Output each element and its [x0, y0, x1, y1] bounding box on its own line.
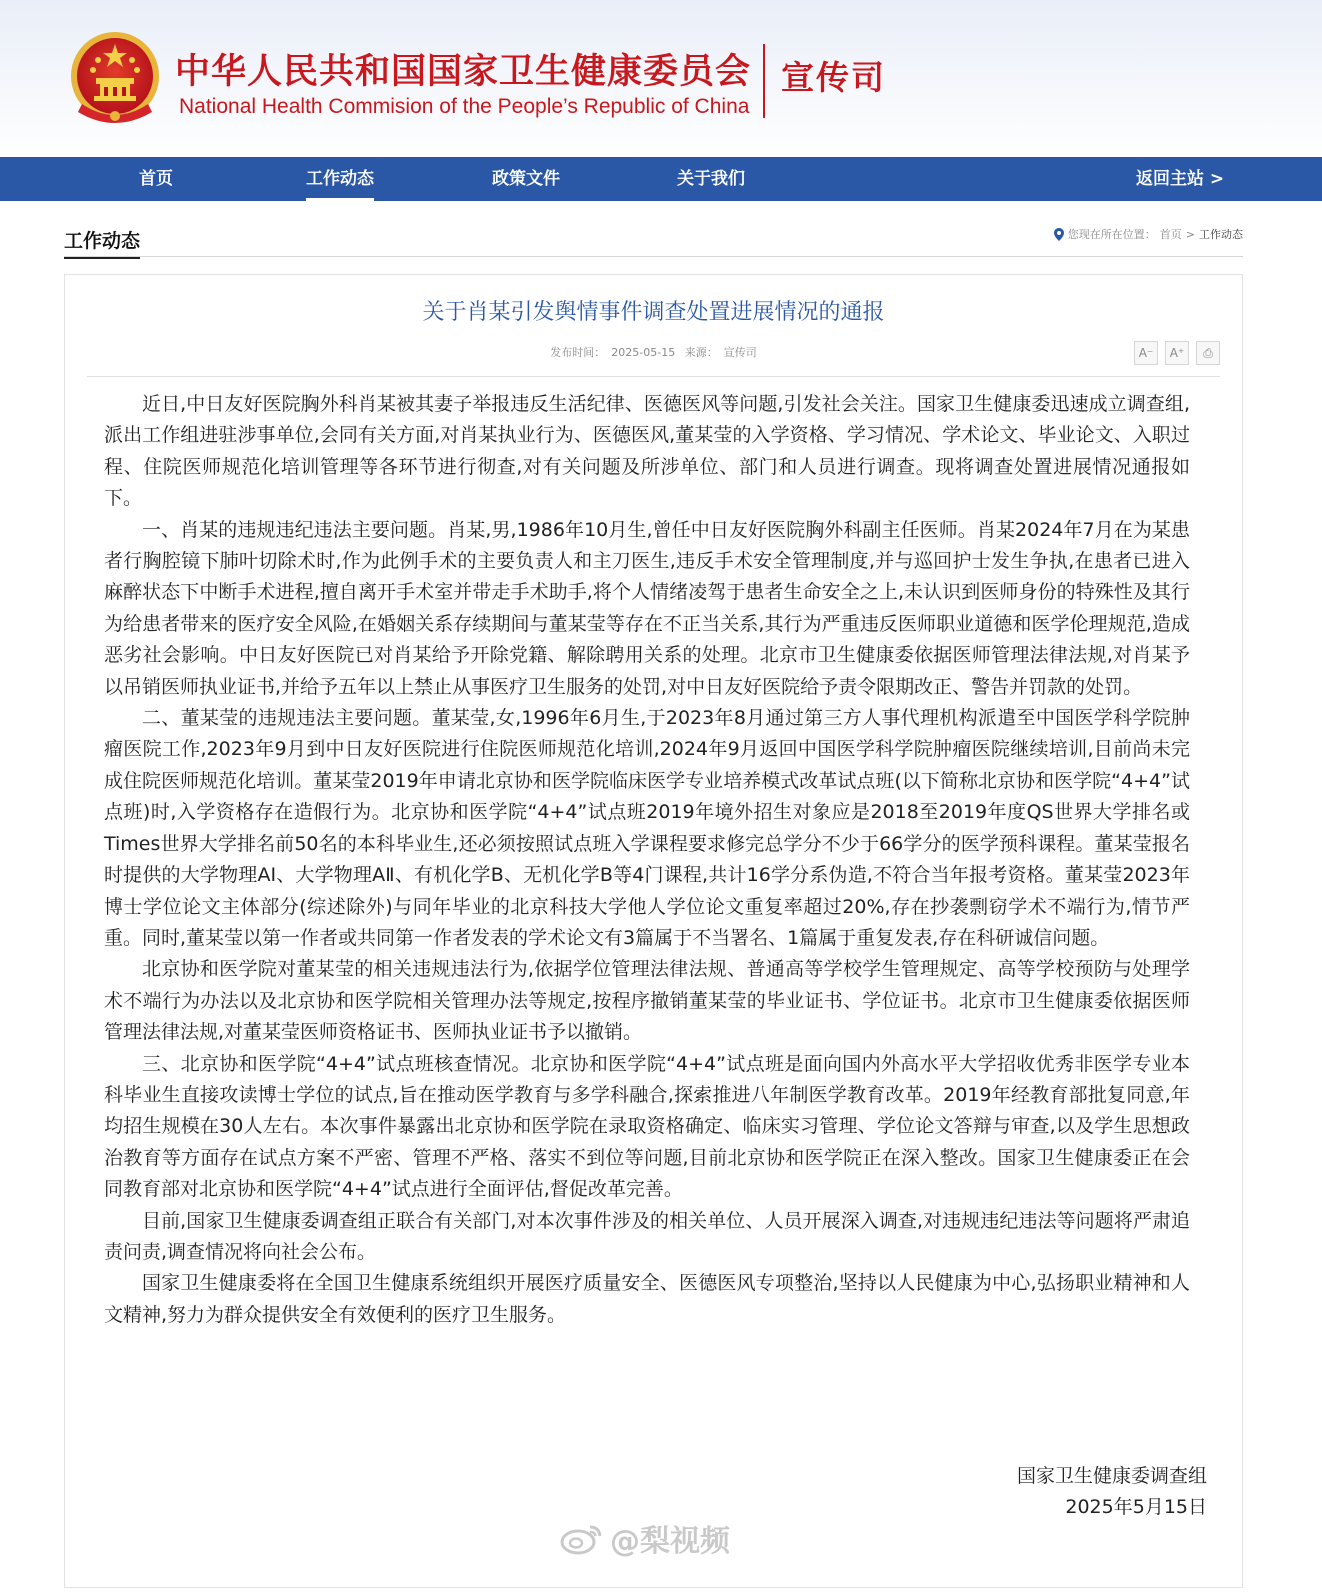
source-label: 来源：	[684, 346, 718, 359]
print-button[interactable]: ⎙	[1196, 341, 1220, 365]
org-name-en: National Health Commision of the People’s Republic of China	[179, 95, 750, 118]
nav-item-work-news[interactable]: 工作动态	[306, 157, 374, 201]
nav-item-about-us[interactable]: 关于我们	[677, 169, 745, 189]
article-paragraph: 三、北京协和医学院“4+4”试点班核查情况。北京协和医学院“4+4”试点班是面向国内外高水平大学招收优秀非医学专业本科毕业生直接攻读博士学位的试点,旨在推动医学教育与多学科融合,探索推进八年制医学教育改革。2019年经教育部批复同意,年均招生规模在30人左右。本次事件暴露出北京协和医学院在录取资格确定、临床实习管理、学位论文答辩与审查,以及学生思想政治教育等方面存在试点方案不严密、管理不严格、落实不到位等问题,目前北京协和医学院正在深入整改。国家卫生健康委正在会同教育部对北京协和医学院“4+4”试点进行全面评估,督促改革完善。	[104, 1052, 1190, 1201]
article-body	[104, 389, 1190, 1331]
national-emblem-icon	[68, 30, 162, 128]
watermark-text: @梨视频	[610, 1524, 730, 1559]
article-paragraph: 近日,中日友好医院胸外科肖某被其妻子举报违反生活纪律、医德医风等问题,引发社会关注。国家卫生健康委迅速成立调查组,派出工作组进驻涉事单位,会同有关方面,对肖某执业行为、医德医风,董某莹的入学资格、学习情况、学术论文、毕业论文、入职过程、住院医师规范化培训管理等各环节进行彻查,对有关问题及所涉单位、部门和人员进行调查。现将调查处置进展情况通报如下。	[104, 393, 1190, 510]
site-header	[0, 0, 1322, 157]
article-container	[64, 274, 1243, 1588]
breadcrumb-current-link[interactable]: 工作动态	[1199, 228, 1243, 241]
weibo-logo-icon	[560, 1521, 604, 1555]
signature-date: 2025年5月15日	[1065, 1496, 1207, 1519]
article-title: 关于肖某引发舆情事件调查处置进展情况的通报	[422, 300, 885, 325]
breadcrumb-separator: >	[1185, 227, 1195, 241]
article-paragraph: 目前,国家卫生健康委调查组正联合有关部门,对本次事件涉及的相关单位、人员开展深入调查,对违规违纪违法等问题将严肃追责问责,调查情况将向社会公布。	[104, 1209, 1190, 1263]
publish-date: 2025-05-15	[611, 346, 676, 359]
breadcrumb-home-link[interactable]: 首页	[1159, 228, 1182, 241]
source-value: 宣传司	[723, 346, 757, 359]
publish-label: 发布时间：	[550, 346, 606, 359]
font-increase-button[interactable]: A⁺	[1165, 341, 1189, 365]
nav-item-home[interactable]: 首页	[139, 169, 173, 189]
department-name: 宣传司	[781, 58, 886, 97]
nav-item-policy-docs[interactable]: 政策文件	[492, 169, 560, 189]
article-meta	[65, 344, 1242, 360]
article-paragraph: 一、肖某的违规违纪违法主要问题。肖某,男,1986年10月生,曾任中日友好医院胸外科副主任医师。肖某2024年7月在为某患者行胸腔镜下肺叶切除术时,作为此例手术的主要负责人和主刀医生,违反手术安全管理制度,并与巡回护士发生争执,在患者已进入麻醉状态下中断手术进程,擅自离开手术室并带走手术助手,将个人情绪凌驾于患者生命安全之上,未认识到医师身份的特殊性及其行为给患者带来的医疗安全风险,在婚姻关系存续期间与董某莹等存在不正当关系,其行为严重违反医师职业道德和医学伦理规范,造成恶劣社会影响。中日友好医院已对肖某给予开除党籍、解除聘用关系的处理。北京市卫生健康委依据医师管理法律法规,对肖某予以吊销医师执业证书,并给予五年以上禁止从事医疗卫生服务的处罚,对中日友好医院给予责令限期改正、警告并罚款的处罚。	[104, 518, 1190, 698]
header-divider	[763, 44, 765, 118]
article-paragraph: 二、董某莹的违规违法主要问题。董某莹,女,1996年6月生,于2023年8月通过第三方人事代理机构派遣至中国医学科学院肿瘤医院工作,2023年9月到中日友好医院进行住院医师规范化培训,2024年9月返回中国医学科学院肿瘤医院继续培训,目前尚未完成住院医师规范化培训。董某莹2019年申请北京协和医学院临床医学专业培养模式改革试点班(以下简称北京协和医学院“4+4”试点班)时,入学资格存在造假行为。北京协和医学院“4+4”试点班2019年境外招生对象应是2018至2019年度QS世界大学排名或Times世界大学排名前50名的本科毕业生,还必须按照试点班入学课程要求修完总学分不少于66学分的医学预科课程。董某莹报名时提供的大学物理AI、大学物理AⅡ、有机化学B、无机化学B等4门课程,共计16学分系伪造,不符合当年报考资格。董某莹2023年博士学位论文主体部分(综述除外)与同年毕业的北京科技大学他人学位论文重复率超过20%,存在抄袭剽窃学术不端行为,情节严重。同时,董某莹以第一作者或共同第一作者发表的学术论文有3篇属于不当署名、1篇属于重复发表,存在科研诚信问题。	[104, 707, 1190, 949]
article-signature	[1017, 1461, 1207, 1524]
signature-org: 国家卫生健康委调查组	[1016, 1465, 1207, 1487]
article-tools	[1134, 341, 1220, 365]
article-paragraph: 北京协和医学院对董某莹的相关违规违法行为,依据学位管理法律法规、普通高等学校学生管理规定、高等学校预防与处理学术不端行为办法以及北京协和医学院相关管理办法等规定,按程序撤销董某莹的毕业证书、学位证书。北京市卫生健康委依据医师管理法律法规,对董某莹医师资格证书、医师执业证书予以撤销。	[104, 958, 1190, 1044]
font-decrease-button[interactable]: A⁻	[1134, 341, 1158, 365]
location-pin-icon	[1054, 228, 1064, 241]
main-nav	[0, 157, 1322, 201]
section-divider	[64, 256, 1243, 257]
section-title: 工作动态	[64, 226, 140, 259]
return-main-site-link[interactable]: 返回主站 >	[1136, 169, 1225, 189]
meta-divider	[87, 376, 1220, 377]
org-name-cn: 中华人民共和国国家卫生健康委员会	[175, 52, 752, 92]
breadcrumb	[1054, 226, 1243, 242]
video-watermark	[560, 1516, 730, 1560]
article-paragraph: 国家卫生健康委将在全国卫生健康系统组织开展医疗质量安全、医德医风专项整治,坚持以人民健康为中心,弘扬职业精神和人文精神,努力为群众提供安全有效便利的医疗卫生服务。	[104, 1272, 1190, 1326]
breadcrumb-prefix: 您现在所在位置：	[1067, 228, 1156, 241]
